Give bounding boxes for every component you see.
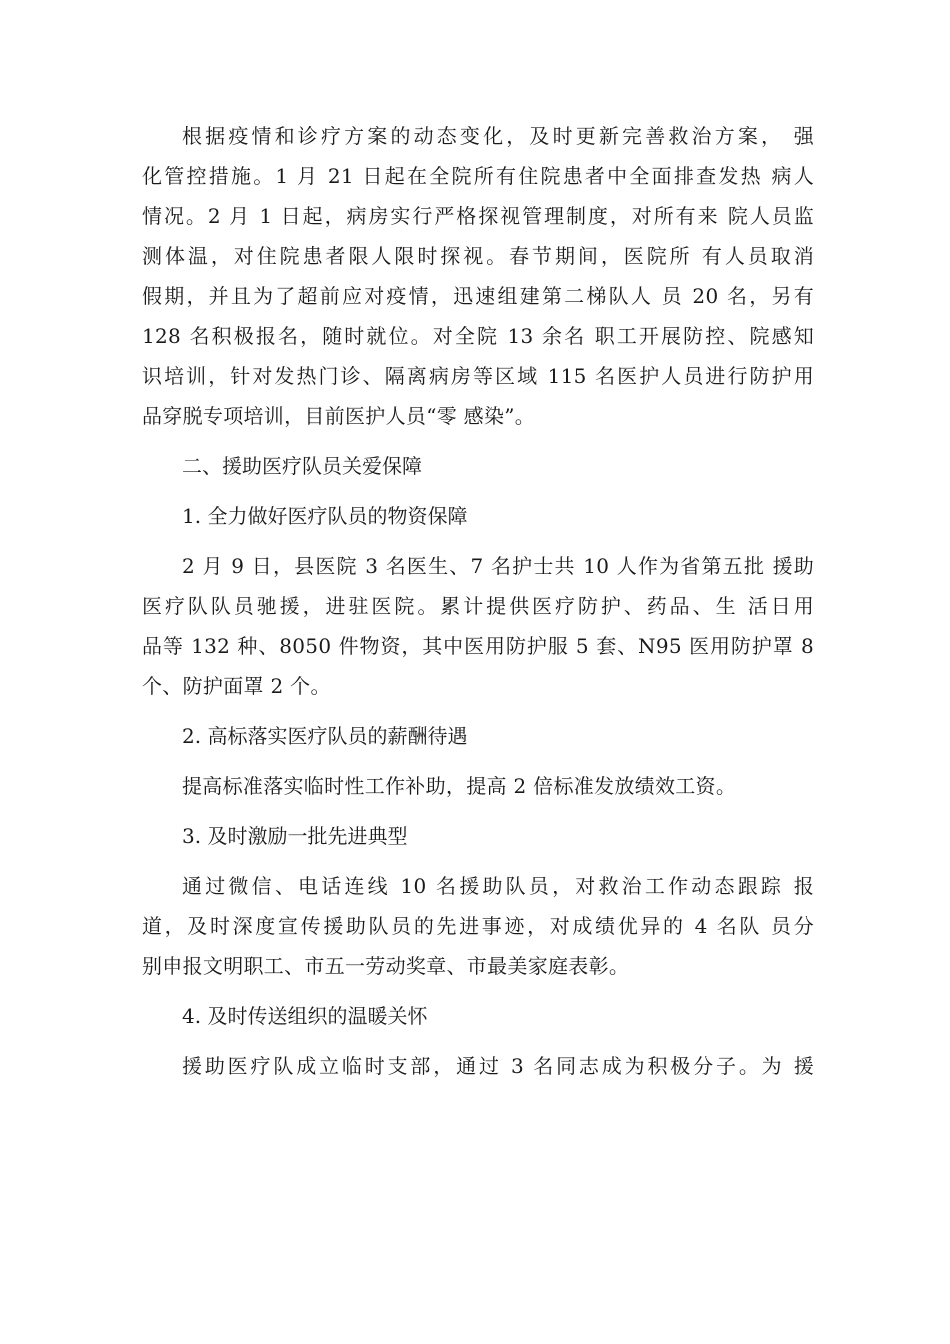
subheading-motivation: 3. 及时激励一批先进典型	[182, 824, 408, 848]
text-line: 别申报文明职工、市五一劳动奖章、市最美家庭表彰。	[142, 954, 630, 978]
text-line: 个、防护面罩 2 个。	[142, 674, 331, 698]
text-line: 援助医疗队成立临时支部，通过 3 名同志成为积极分子。为 援	[182, 1054, 814, 1078]
text-line: 道，及时深度宣传援助队员的先进事迹，对成绩优异的 4 名队 员分	[142, 914, 814, 938]
text-line: 品穿脱专项培训，目前医护人员“零 感染”。	[142, 404, 536, 428]
subheading-supplies: 1. 全力做好医疗队员的物资保障	[182, 504, 468, 528]
text-line: 根据疫情和诊疗方案的动态变化，及时更新完善救治方案， 强	[182, 124, 814, 148]
subheading-salary: 2. 高标落实医疗队员的薪酬待遇	[182, 724, 468, 748]
text-line: 情况。2 月 1 日起，病房实行严格探视管理制度，对所有来 院人员监	[142, 204, 814, 228]
paragraph-motivation	[142, 866, 814, 986]
text-line: 通过微信、电话连线 10 名援助队员，对救治工作动态跟踪 报	[182, 874, 814, 898]
paragraph-salary	[142, 766, 814, 806]
paragraph-supplies	[142, 546, 814, 706]
text-line: 假期，并且为了超前应对疫情，迅速组建第二梯队人 员 20 名，另有	[142, 284, 814, 308]
subheading-care: 4. 及时传送组织的温暖关怀	[182, 1004, 428, 1028]
text-line: 品等 132 种、8050 件物资，其中医用防护服 5 套、N95 医用防护罩 8	[142, 634, 814, 658]
paragraph-care	[142, 1046, 814, 1086]
text-line: 2 月 9 日，县医院 3 名医生、7 名护士共 10 人作为省第五批 援助	[182, 554, 814, 578]
document-body	[142, 116, 814, 1086]
section-heading-care: 二、援助医疗队员关爱保障	[182, 454, 422, 478]
text-line: 测体温，对住院患者限人限时探视。春节期间，医院所 有人员取消	[142, 244, 814, 268]
text-line: 化管控措施。1 月 21 日起在全院所有住院患者中全面排查发热 病人	[142, 164, 814, 188]
text-line: 提高标准落实临时性工作补助，提高 2 倍标准发放绩效工资。	[182, 774, 737, 798]
paragraph-control-measures	[142, 116, 814, 436]
text-line: 128 名积极报名，随时就位。对全院 13 余名 职工开展防控、院感知	[142, 324, 814, 348]
text-line: 医疗队队员驰援，进驻医院。累计提供医疗防护、药品、生 活日用	[142, 594, 814, 618]
text-line: 识培训，针对发热门诊、隔离病房等区域 115 名医护人员进行防护用	[142, 364, 814, 388]
